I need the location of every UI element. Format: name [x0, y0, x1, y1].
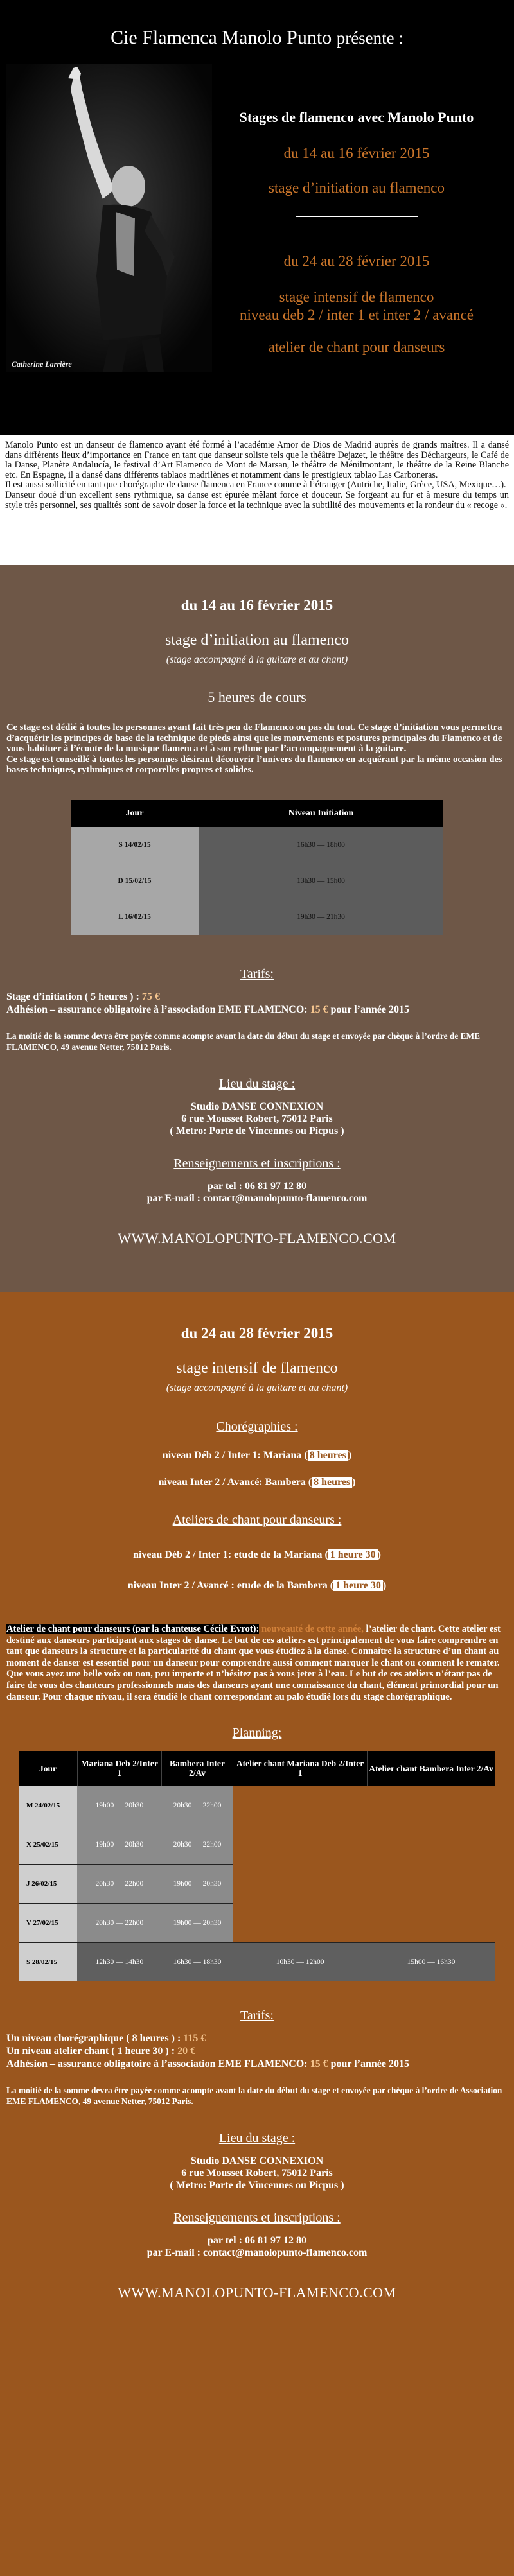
tarif-line: [6, 2032, 508, 2045]
stage2-info-title: Renseignements et inscriptions :: [173, 2211, 341, 2225]
empty-cell: [233, 1786, 368, 1825]
table-row: [71, 863, 443, 899]
stage2-note: (stage accompagné à la guitare et au chant): [166, 1382, 348, 1393]
empty-cell: [367, 1825, 495, 1865]
col-header-jour: Jour: [71, 800, 199, 827]
stage1-dates: du 14 au 16 février 2015: [181, 597, 333, 613]
time-cell: 12h30 — 14h30: [77, 1943, 161, 1982]
table-row: [71, 827, 443, 863]
table-row: [19, 1865, 495, 1904]
stage2-lieu-title: Lieu du stage :: [218, 2131, 296, 2146]
time-cell: 16h30 — 18h30: [161, 1943, 233, 1982]
col-header: Atelier chant Bambera Inter 2/Av: [367, 1751, 495, 1786]
stage1-hours: 5 heures de cours: [208, 689, 306, 705]
stage2-tarifs-title: Tarifs:: [240, 2008, 274, 2023]
ateliers-title: Ateliers de chant pour danseurs :: [172, 1513, 342, 1527]
venue-metro: ( Metro: Porte de Vincennes ou Picpus ): [170, 1125, 344, 1136]
stage1-tarifs-title: Tarifs:: [240, 966, 274, 981]
col-header: Mariana Deb 2/Inter 1: [77, 1751, 161, 1786]
tarif-line: [6, 991, 508, 1004]
stage2-dates: du 24 au 28 février 2015: [181, 1325, 333, 1341]
tarif-price: 20 €: [177, 2046, 196, 2057]
time-cell: 15h00 — 16h30: [367, 1943, 495, 1982]
stage1-title: stage d’initiation au flamenco: [165, 632, 349, 648]
day-cell: V 27/02/15: [19, 1904, 77, 1943]
atelier-item: niveau Déb 2 / Inter 1: etude de la Mariana ( 1 heure 30 ): [133, 1549, 381, 1560]
day-cell: D 15/02/15: [71, 863, 199, 899]
empty-cell: [233, 1904, 368, 1943]
time-cell: 19h30 — 21h30: [199, 899, 443, 935]
col-header: Jour: [19, 1751, 77, 1786]
planning-title: Planning:: [232, 1726, 282, 1741]
time-cell: 19h00 — 20h30: [77, 1786, 161, 1825]
day-cell: J 26/02/15: [19, 1865, 77, 1904]
tarif-label: Adhésion – assurance obligatoire à l’association EME FLAMENCO:: [6, 1004, 310, 1015]
table-header-row: [19, 1751, 495, 1786]
hero-summary: [222, 109, 492, 374]
stage1-tarifs: [0, 991, 514, 1016]
tarif-label: Adhésion – assurance obligatoire à l’association EME FLAMENCO:: [6, 2058, 310, 2070]
contact-email[interactable]: par E-mail : contact@manolopunto-flamenco.com: [146, 2247, 368, 2259]
choreo-item: niveau Inter 2 / Avancé: Bambera ( 8 heures ): [158, 1477, 356, 1488]
stage1-intro: [0, 722, 514, 776]
choreo-item: niveau Déb 2 / Inter 1: Mariana ( 8 heures ): [162, 1450, 352, 1461]
empty-cell: [367, 1904, 495, 1943]
venue-address: 6 rue Mousset Robert, 75012 Paris: [181, 2168, 333, 2179]
hero-dates-2: du 24 au 28 février 2015: [283, 253, 430, 269]
tarif-line: [6, 2045, 508, 2058]
stage1-lieu-title: Lieu du stage :: [218, 1076, 296, 1091]
stage2-tarifs: [0, 2032, 514, 2071]
hero-stage-2c: atelier de chant pour danseurs: [268, 339, 445, 355]
table-row: [19, 1825, 495, 1865]
time-cell: 19h00 — 20h30: [161, 1865, 233, 1904]
presents-text: présente :: [336, 28, 403, 48]
hero-stage-2a: stage intensif de flamenco: [279, 289, 434, 305]
stage1-info-title: Renseignements et inscriptions :: [173, 1156, 341, 1171]
venue-studio: Studio DANSE CONNEXION: [190, 1101, 324, 1112]
time-cell: 20h30 — 22h00: [161, 1825, 233, 1865]
venue-address: 6 rue Mousset Robert, 75012 Paris: [181, 1113, 333, 1124]
table-header-row: [71, 800, 443, 827]
tarif-line: [6, 1004, 508, 1016]
hero-stage-1: stage d’initiation au flamenco: [269, 180, 445, 196]
atelier-hours: 1 heure 30: [333, 1580, 383, 1591]
tarif-label: Un niveau atelier chant ( 1 heure 30 ) :: [6, 2046, 178, 2057]
tarif-price: 15 €: [310, 1004, 328, 1015]
choreo-hours: 8 heures: [312, 1477, 352, 1488]
stage1-note: (stage accompagné à la guitare et au chant): [166, 654, 348, 665]
tarif-price: 75 €: [141, 991, 160, 1002]
stage2-title: stage intensif de flamenco: [176, 1360, 338, 1377]
col-header: Atelier chant Mariana Deb 2/Inter 1: [233, 1751, 368, 1786]
chant-lead: Atelier de chant pour danseurs (par la chanteuse Cécile Evrot):: [6, 1624, 260, 1634]
venue-studio: Studio DANSE CONNEXION: [190, 2155, 324, 2167]
time-cell: 20h30 — 22h00: [77, 1904, 161, 1943]
stage2-contact: [0, 2234, 514, 2259]
chant-description: [0, 1624, 514, 1703]
time-cell: 10h30 — 12h00: [233, 1943, 368, 1982]
time-cell: 19h00 — 20h30: [77, 1825, 161, 1865]
chant-new: nouveauté de cette année,: [259, 1624, 364, 1634]
website-link[interactable]: WWW.MANOLOPUNTO-FLAMENCO.COM: [118, 1230, 396, 1246]
venue-metro: ( Metro: Porte de Vincennes ou Picpus ): [170, 2180, 344, 2191]
col-header: Bambera Inter 2/Av: [161, 1751, 233, 1786]
bio-paragraph: Manolo Punto est un danseur de flamenco ayant été formé à l’académie Amor de Dios de Madrid auprès de grands maîtres. Il a dansé dans différents lieux d’importance en France en tant que danseur soliste tels que le théâtre Dejazet, le théâtre des Déchargeurs, le Café de la Danse, Planète Andalucía, le festival d’Art Flamenco de Mont de Marsan, le théâtre de Ménilmontant, le théâtre de la Reine Blanche etc. En Espagne, il a dansé dans différents tablaos madrilènes et notamment dans le prestigieux tablao Las Carboneras.: [5, 440, 509, 480]
stage-intensif-section: [0, 1292, 514, 2576]
choreo-hours: 8 heures: [308, 1450, 348, 1461]
stage2-venue: [0, 2155, 514, 2191]
table-row: [19, 1786, 495, 1825]
stage1-contact: [0, 1180, 514, 1205]
time-cell: 20h30 — 22h00: [161, 1786, 233, 1825]
tarif-suffix: pour l’année 2015: [328, 1004, 409, 1015]
choreo-label: niveau Inter 2 / Avancé: Bambera: [158, 1477, 308, 1488]
atelier-label: niveau Déb 2 / Inter 1: etude de la Mariana: [133, 1549, 325, 1560]
tarif-label: Stage d’initiation ( 5 heures ) :: [6, 991, 142, 1002]
atelier-item: niveau Inter 2 / Avancé : etude de la Bambera ( 1 heure 30 ): [127, 1580, 387, 1591]
hero-divider: [296, 216, 418, 217]
bio-section: [0, 435, 514, 565]
choreo-title: Chorégraphies :: [216, 1420, 298, 1434]
time-cell: 19h00 — 20h30: [161, 1904, 233, 1943]
tarif-suffix: pour l’année 2015: [328, 2058, 409, 2070]
tarif-line: [6, 2058, 508, 2071]
website-link[interactable]: WWW.MANOLOPUNTO-FLAMENCO.COM: [118, 2284, 396, 2301]
atelier-hours: 1 heure 30: [328, 1549, 378, 1560]
table-row: [19, 1943, 495, 1982]
time-cell: 13h30 — 15h00: [199, 863, 443, 899]
table-row: [19, 1904, 495, 1943]
company-name: Cie Flamenca Manolo Punto: [111, 27, 332, 48]
stage1-venue: [0, 1101, 514, 1137]
empty-cell: [367, 1865, 495, 1904]
stage1-intro-text: Ce stage est conseillé à toutes les personnes désirant découvrir l’univers du flamenco en acquérant par la même occasion des bases techniques, rythmiques et corporelles propres et solides.: [6, 754, 502, 776]
stage-initiation-section: [0, 565, 514, 1292]
day-cell: L 16/02/15: [71, 899, 199, 935]
tarif-label: Un niveau chorégraphique ( 8 heures ) :: [6, 2033, 184, 2044]
choreo-label: niveau Déb 2 / Inter 1: Mariana: [162, 1450, 305, 1461]
time-cell: 20h30 — 22h00: [77, 1865, 161, 1904]
bio-paragraph: Il est aussi sollicité en tant que chorégraphe de danse flamenca en France comme à l’étranger (Autriche, Italie, Grèce, USA, Mexique…).: [5, 480, 506, 491]
empty-cell: [367, 1786, 495, 1825]
col-header-niveau: Niveau Initiation: [199, 800, 443, 827]
hero-dates-1: du 14 au 16 février 2015: [283, 145, 430, 161]
stage1-intro-text: Ce stage est dédié à toutes les personnes ayant fait très peu de Flamenco ou pas du tout. Ce stage d’initiation vous permettra d’acquérir les principes de base de la technique de pieds ainsi que les mouvements et postures principales du Flamenco et de vous habituer à l’écoute de la musique flamenca et à son rythme par l’accompagnement à la guitare.: [6, 722, 502, 754]
chant-body: l’atelier de chant. Cette atelier est destiné aux danseurs participant aux stages de danse. Le but de ces ateliers est principalement de vous faire comprendre en tant que danseurs la structure et la particularité du chant que vous étudiez à la danse. Connaître la structure d’un chant au moment de danser est essentiel pour un danseur pour comprendre aussi comment marquer le chant ou comment le remater. Que vous ayez une belle voix ou non, peu importe et n’hésitez pas à vous jeter à l’eau. Le but de ces ateliers n’étant pas de faire de vous des chanteurs professionnels mais des danseurs ayant une connaissance du chant, élément primordial pour un danseur. Pour chaque niveau, il sera étudié le chant correspondant au palo étudié lors du stage chorégraphique.: [6, 1624, 501, 1702]
tarif-price: 115 €: [183, 2033, 206, 2044]
day-cell: S 28/02/15: [19, 1943, 77, 1982]
stage2-schedule-table: [19, 1751, 495, 1981]
tarif-price: 15 €: [310, 2058, 328, 2070]
stage1-schedule-table: [71, 800, 443, 935]
hero-stage-2b: niveau deb 2 / inter 1 et inter 2 / avancé: [239, 307, 474, 323]
contact-email[interactable]: par E-mail : contact@manolopunto-flamenco.com: [146, 1192, 368, 1204]
dancer-silhouette: [6, 64, 212, 372]
empty-cell: [233, 1865, 368, 1904]
contact-phone: par tel : 06 81 97 12 80: [208, 1180, 306, 1192]
contact-phone: par tel : 06 81 97 12 80: [208, 2235, 306, 2247]
hero-heading: [0, 0, 514, 48]
day-cell: Х 25/02/15: [19, 1825, 77, 1865]
stage1-payment-note: La moitié de la somme devra être payée comme acompte avant la date du début du stage et envoyée par chèque à l’ordre de EME FLAMENCO, 49 avenue Netter, 75012 Paris.: [6, 1031, 481, 1052]
photo-credit: Catherine Larrière: [12, 360, 72, 369]
day-cell: S 14/02/15: [71, 827, 199, 863]
empty-cell: [233, 1825, 368, 1865]
hero-stages-title: Stages de flamenco avec Manolo Punto: [239, 109, 474, 125]
bio-paragraph: Danseur doué d’un excellent sens rythmique, sa danse est épurée mêlant force et douceur. Se forgeant au fur et à mesure du temps un style très personnel, ses qualités sont de savoir doser la force et la technique avec la subtilité des mouvements et la rondeur du « recoge ».: [5, 489, 509, 510]
time-cell: 16h30 — 18h00: [199, 827, 443, 863]
table-row: [71, 899, 443, 935]
dancer-photo: [6, 64, 212, 372]
stage2-payment-note: La moitié de la somme devra être payée comme acompte avant la date du début du stage et envoyée par chèque à l’ordre de Association EME FLAMENCO, 49 avenue Netter, 75012 Paris.: [6, 2085, 502, 2107]
hero-section: [0, 0, 514, 435]
day-cell: M 24/02/15: [19, 1786, 77, 1825]
atelier-label: niveau Inter 2 / Avancé : etude de la Bambera: [127, 1580, 330, 1591]
